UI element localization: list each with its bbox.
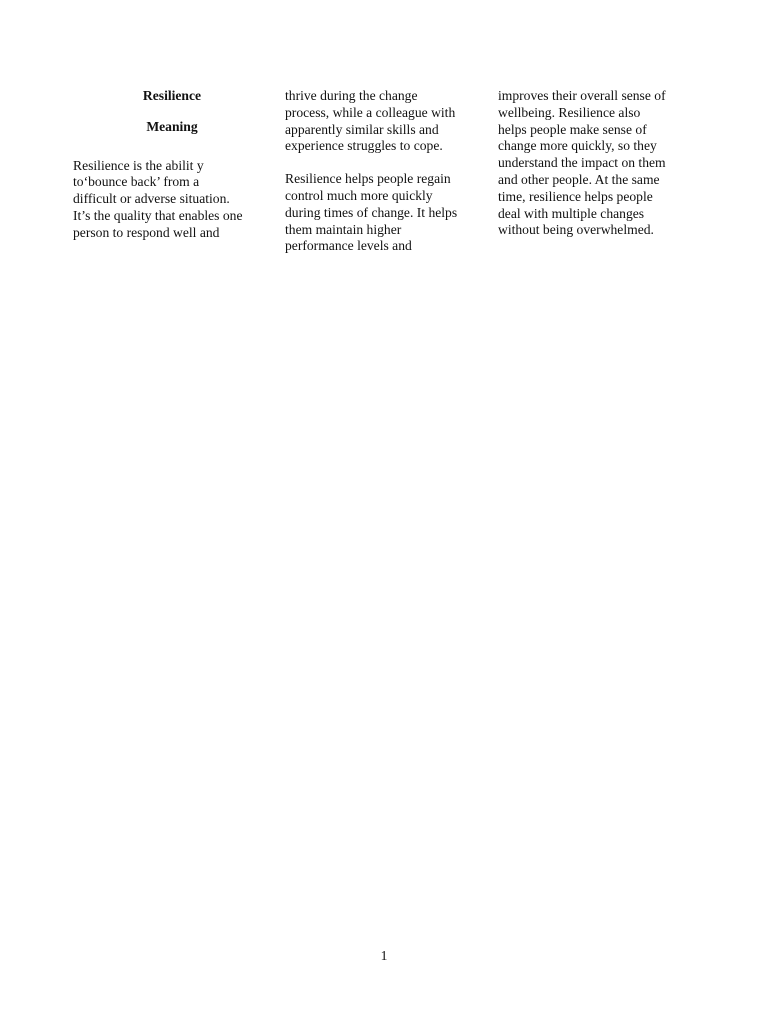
- text-line: Resilience helps people regain: [285, 171, 451, 187]
- text-line: to‘bounce back’ from a: [73, 174, 200, 190]
- text-column-3: [498, 88, 698, 239]
- text-line: experience struggles to cope.: [285, 138, 443, 154]
- text-line: improves their overall sense of: [498, 88, 666, 103]
- text-line: person to respond well and: [73, 224, 220, 240]
- paragraph: [285, 88, 490, 155]
- text-line: change more quickly, so they: [498, 138, 657, 154]
- page-number: 1: [380, 948, 388, 963]
- text-line: time, resilience helps people: [498, 188, 653, 204]
- text-line: control much more quickly: [285, 187, 433, 203]
- paragraph: [285, 171, 490, 255]
- text-line: thrive during the change: [285, 88, 418, 103]
- text-line: during times of change. It helps: [285, 204, 458, 220]
- text-line: helps people make sense of: [498, 121, 647, 137]
- text-line: performance levels and: [285, 238, 412, 254]
- section-heading: Meaning: [146, 118, 198, 134]
- text-column-2: [285, 88, 490, 255]
- text-line: It’s the quality that enables one: [73, 207, 243, 223]
- text-line: difficult or adverse situation.: [73, 191, 230, 207]
- paragraph: [73, 158, 273, 242]
- paragraph-gap: [285, 155, 490, 171]
- text-line: apparently similar skills and: [285, 121, 439, 137]
- text-line: wellbeing. Resilience also: [498, 104, 641, 120]
- text-line: understand the impact on them: [498, 155, 666, 171]
- text-column-1: [73, 88, 273, 242]
- text-line: them maintain higher: [285, 221, 402, 237]
- paragraph: [498, 88, 698, 239]
- text-line: process, while a colleague with: [285, 104, 456, 120]
- document-title: Resilience: [142, 88, 202, 103]
- text-line: without being overwhelmed.: [498, 222, 654, 238]
- text-line: and other people. At the same: [498, 171, 660, 187]
- text-line: deal with multiple changes: [498, 205, 645, 221]
- text-line: Resilience is the abilit y: [73, 157, 204, 173]
